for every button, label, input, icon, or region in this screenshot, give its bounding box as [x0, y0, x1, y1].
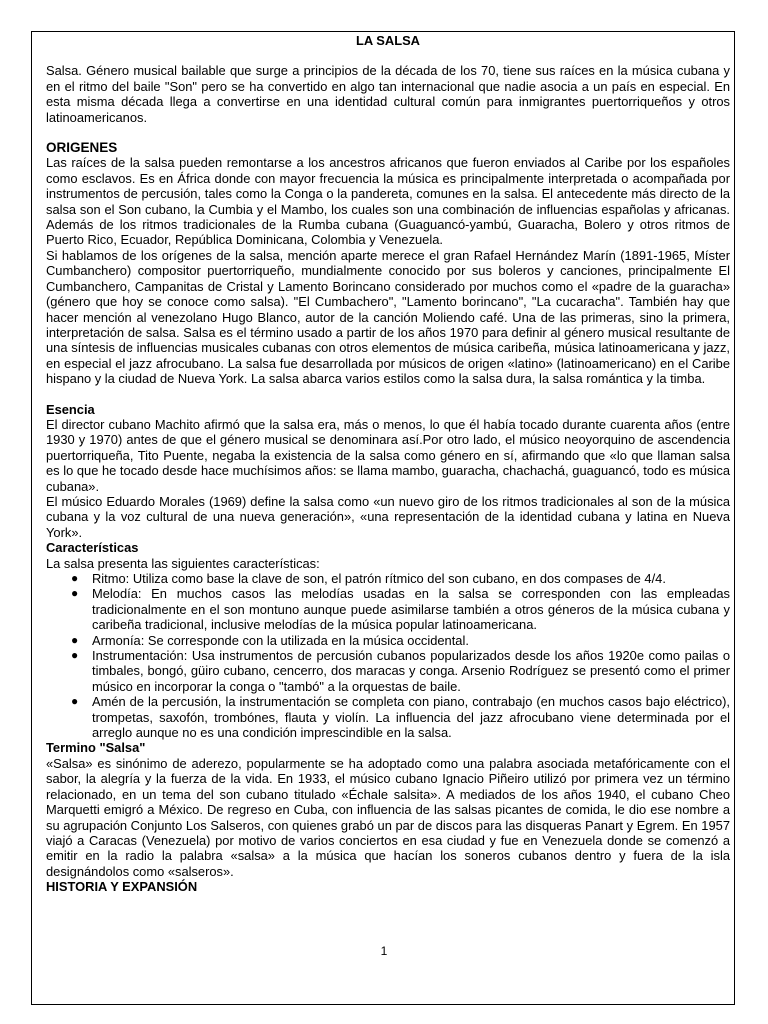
- caracteristicas-heading: Características: [46, 540, 139, 556]
- esencia-heading: Esencia: [46, 401, 95, 417]
- esencia-paragraph-2: El músico Eduardo Morales (1969) define la salsa como «un nuevo giro de los ritmos tradicionales al son de la música cubana y la voz cultural de una nueva generación», «una representación de la identidad cubana y latina en Nueva York».: [46, 493, 730, 540]
- bullet-icon: ●: [71, 586, 79, 601]
- bullet-icon: ●: [71, 648, 79, 663]
- caracteristicas-list: [46, 571, 730, 740]
- document-title: LA SALSA: [356, 33, 420, 48]
- origenes-paragraph-1: Las raíces de la salsa pueden remontarse a los ancestros africanos que fueron enviados al Caribe por los españoles como esclavos. Es en África donde con mayor frecuencia la música es principalmente interpretada o acompañada por instrumentos de percusión, tales como la Conga o la pandereta, comunes en la salsa. El antecedente más directo de la salsa son el Son cubano, la Cumbia y el Mambo, los cuales son una combinación de influencias españolas y africanas. Además de los ritmos tradicionales de la Rumba cubana (Guaguancó-yambú, Guaracha, Bolero y otros ritmos de Puerto Rico, Ecuador, República Dominicana, Colombia y Venezuela.: [46, 155, 730, 248]
- page-number: 1: [380, 944, 388, 958]
- origenes-heading: ORIGENES: [46, 140, 118, 156]
- spacer: [46, 125, 730, 140]
- bullet-icon: ●: [71, 571, 79, 585]
- bullet-icon: ●: [71, 632, 79, 647]
- list-item-text: Amén de la percusión, la instrumentación se completa con piano, contrabajo (en muchos casos bajo eléctrico), trompetas, saxofón, trombónes, flauta y violín. La influencia del jazz afrocubano viene determinada por el arreglo aunque no es una condición imprescindible en la salsa.: [92, 694, 730, 741]
- bullet-icon: ●: [71, 694, 79, 709]
- termino-paragraph: «Salsa» es sinónimo de aderezo, popularmente se ha adoptado como una palabra asociada metafóricamente con el sabor, la alegría y la fuerza de la vida. En 1933, el músico cubano Ignacio Piñeiro utilizó por primera vez un término relacionado, en un tema del son cubano titulado «Échale salsita». A mediados de los años 1940, el cubano Cheo Marquetti emigró a México. De regreso en Cuba, con influencia de las salsas picantes de comida, le dio ese nombre a su agrupación Conjunto Los Salseros, con quienes grabó un par de discos para las disqueras Panart y Egrem. En 1957 viajó a Caracas (Venezuela) por motivo de varios conciertos en esa ciudad y fue en Venezuela donde se comenzó a emitir en la radio la palabra «salsa» a la música que hacían los soneros cubanos dentro y fuera de la isla designándolos como «salseros».: [46, 755, 730, 879]
- list-item: [71, 586, 730, 633]
- intro-paragraph: Salsa. Género musical bailable que surge a principios de la década de los 70, tiene sus raíces en la música cubana y en el ritmo del baile "Son" pero se ha convertido en algo tan internacional que nadie asocia a un país en especial. En esta misma década llega a convertirse en una identidad cultural común para inmigrantes puertorriqueños y otros latinoamericanos.: [46, 63, 730, 125]
- list-item: [71, 571, 730, 586]
- list-item: [71, 694, 730, 741]
- esencia-paragraph-1: El director cubano Machito afirmó que la salsa era, más o menos, lo que él había tocado durante cuarenta años (entre 1930 y 1970) antes de que el género musical se denominara así.Por otro lado, el músico neoyorquino de ascendencia puertorriqueña, Tito Puente, negaba la existencia de la salsa como género en sí, afirmando que «lo que llaman salsa es lo que he tocado desde hace muchísimos años: se llama mambo, guaracha, chachachá, guaguancó, todo es música cubana».: [46, 416, 730, 494]
- list-item-text: Armonía: Se corresponde con la utilizada en la música occidental.: [92, 632, 469, 648]
- list-item: [71, 632, 730, 648]
- list-item: [71, 648, 730, 694]
- caracteristicas-intro: La salsa presenta las siguientes características:: [46, 555, 320, 571]
- list-item-text: Melodía: En muchos casos las melodías usadas en la salsa se corresponden con las empleadas tradicionalmente en el son montuno aunque puede asimilarse también a otros géneros de la música cubana y caribeña tradicional, inclusive melodías de la música popular latinoamericana.: [92, 586, 730, 633]
- list-item-text: Instrumentación: Usa instrumentos de percusión cubanos popularizados desde los años 1920e como pailas o timbales, bongó, güiro cubano, cencerro, dos maracas y conga. Arsenio Rodríguez se presentó como el primer músico en incorporar la conga o "tambó" a la orquestas de baile.: [92, 648, 730, 694]
- list-item-text: Ritmo: Utiliza como base la clave de son, el patrón rítmico del son cubano, en dos compases de 4/4.: [92, 571, 666, 586]
- termino-heading: Termino "Salsa": [46, 740, 146, 756]
- historia-heading: HISTORIA Y EXPANSIÓN: [46, 879, 198, 895]
- spacer: [46, 387, 730, 402]
- origenes-paragraph-2: Si hablamos de los orígenes de la salsa, mención aparte merece el gran Rafael Hernández Marín (1891-1965, Míster Cumbanchero) compositor puertorriqueño, mundialmente conocido por sus boleros y canciones, principalmente El Cumbanchero, Campanitas de Cristal y Lamento Borincano considerado por muchos como el «padre de la guaracha» (género que hoy se conoce como salsa). "El Cumbachero", "Lamento borincano", "La cucaracha". También hay que hacer mención al venezolano Hugo Blanco, autor de la canción Moliendo café. Una de las primeras, sino la primera, interpretación de salsa. Salsa es el término usado a partir de los años 1970 para definir al género musical resultante de una síntesis de influencias musicales cubanas con otros elementos de música caribeña, música latinoamericana y jazz, en especial el jazz afrocubano. La salsa fue desarrollada por músicos de origen «latino» (latinoamericano) en el Caribe hispano y la ciudad de Nueva York. La salsa abarca varios estilos como la salsa dura, la salsa romántica y la timba.: [46, 247, 730, 387]
- document-body: [46, 33, 730, 895]
